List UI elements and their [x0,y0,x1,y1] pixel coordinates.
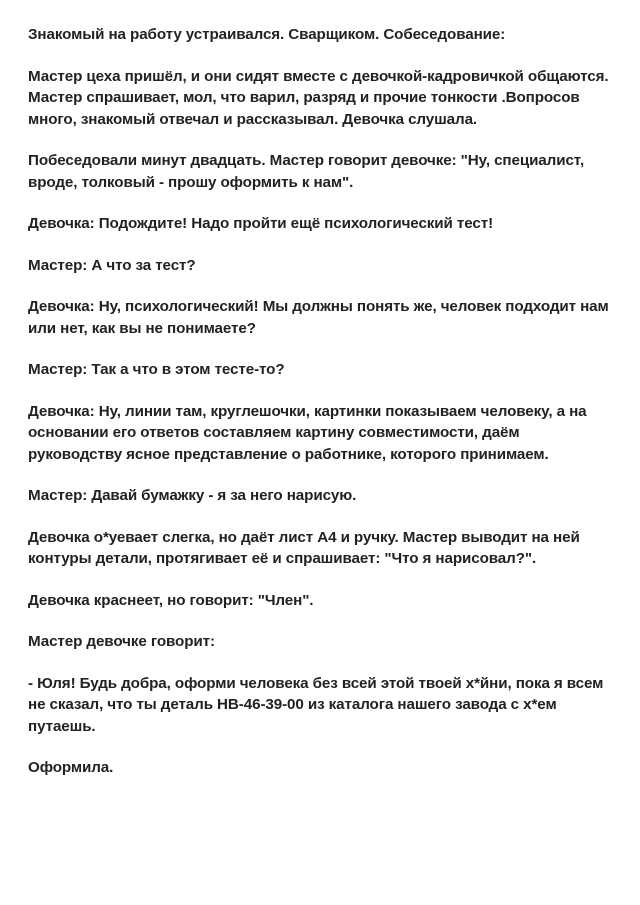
paragraph: Знакомый на работу устраивался. Сварщиком. Собеседование: [28,26,506,43]
paragraph: Мастер: Так а что в этом тесте-то? [28,361,285,378]
paragraph: Девочка: Подождите! Надо пройти ещё психологический тест! [28,215,494,232]
paragraph: Девочка краснеет, но говорит: "Член". [28,591,314,609]
paragraph: Девочка: Ну, линии там, круглешочки, картинки показываем человеку, а на основании его ответов составляем картину совместимости, даём руководству ясное представление о работнике, которого принимаем. [28,402,591,463]
paragraph: Мастер цеха пришёл, и они сидят вместе с девочкой-кадровичкой общаются. Мастер спрашивает, мол, что варил, разряд и прочие тонкости .Вопросов много, знакомый отвечал и рассказывал. Девочка слушала. [28,67,613,128]
paragraph: Девочка о*уевает слегка, но даёт лист А4 и ручку. Мастер выводит на ней контуры детали, протягивает её и спрашивает: "Что я нарисовал?". [28,528,584,567]
paragraph: Побеседовали минут двадцать. Мастер говорит девочке: "Ну, специалист, вроде, толковый - прошу оформить к нам". [28,152,589,191]
paragraph: Мастер: Давай бумажку - я за него нарисую. [28,487,357,504]
paragraph: Мастер девочке говорит: [28,633,215,650]
paragraph: Девочка: Ну, психологический! Мы должны понять же, человек подходит нам или нет, как вы не понимаете? [28,298,613,337]
story-text-body [28,24,614,779]
paragraph: Мастер: А что за тест? [28,256,196,274]
paragraph: Оформила. [28,759,114,776]
paragraph: - Юля! Будь добра, оформи человека без всей этой твоей х*йни, пока я всем не сказал, что ты деталь НВ-46-39-00 из каталога нашего завода с х*ем путаешь. [28,674,608,735]
